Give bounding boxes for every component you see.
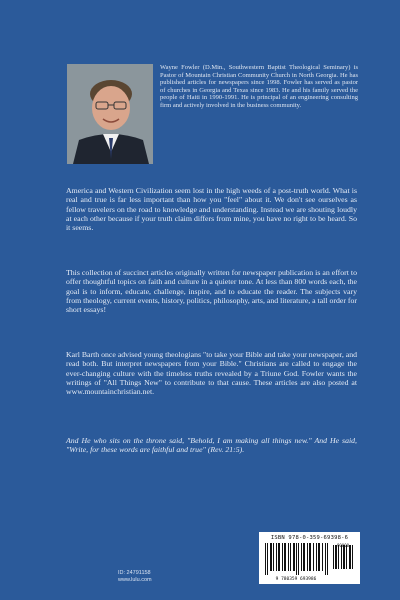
barcode-icon	[263, 543, 356, 581]
publisher-id: ID: 24791158	[118, 570, 151, 576]
isbn-text: ISBN 978-0-359-69398-6	[270, 535, 349, 541]
paragraph-barth-quote: Karl Barth once advised young theologians "to take your Bible and take your newspaper, and read both. But interpret newspapers from your Bible." Christians are called to engage the ever-changing culture with the timeless truths revealed by a Triune God. Fowler wants the writings of "All Things New" to contribute to that cause. These articles are also posted at www.mountainchristian.net.	[66, 350, 357, 397]
scripture-quote: And He who sits on the throne said, "Behold, I am making all things new." And He said, "Write, for these words are faithful and true" (Rev. 21:5).	[66, 436, 357, 455]
publisher-url: www.lulu.com	[118, 577, 152, 583]
barcode-block	[259, 532, 360, 584]
author-bio: Wayne Fowler (D.Min., Southwestern Baptist Theological Seminary) is Pastor of Mountain Christian Community Church in North Georgia. He has published articles for newspapers since 1998. Fowler has served as pastor of churches in Georgia and Texas since 1983. He and his family served the people of Haiti in 1990-1991. He is principal of an engineering consulting firm and actively involved in the business community.	[160, 64, 358, 109]
author-photo	[67, 64, 153, 164]
price-code: 90000	[336, 543, 350, 549]
author-bio-block	[67, 64, 357, 166]
publisher-info	[118, 570, 152, 584]
paragraph-collection: This collection of succinct articles originally written for newspaper publication is an effort to offer thoughtful topics on faith and culture in a quieter tone. At less than 800 words each, the goal is to inform, educate, challenge, inspire, and to educate the reader. The subjects vary from theology, current events, history, politics, philosophy, arts, and literature, a tall order for short essays!	[66, 268, 357, 315]
barcode-digits: 9 780359 693986	[275, 577, 317, 581]
paragraph-intro: America and Western Civilization seem lost in the high weeds of a post-truth world. What is real and true is far less important than how you "feel" about it. We don't see ourselves as fellow travelers on the road to knowledge and understanding. Instead we are shouting loudly at each other because if your truth claim differs from mine, you have no right to be heard. So it seems.	[66, 186, 357, 233]
